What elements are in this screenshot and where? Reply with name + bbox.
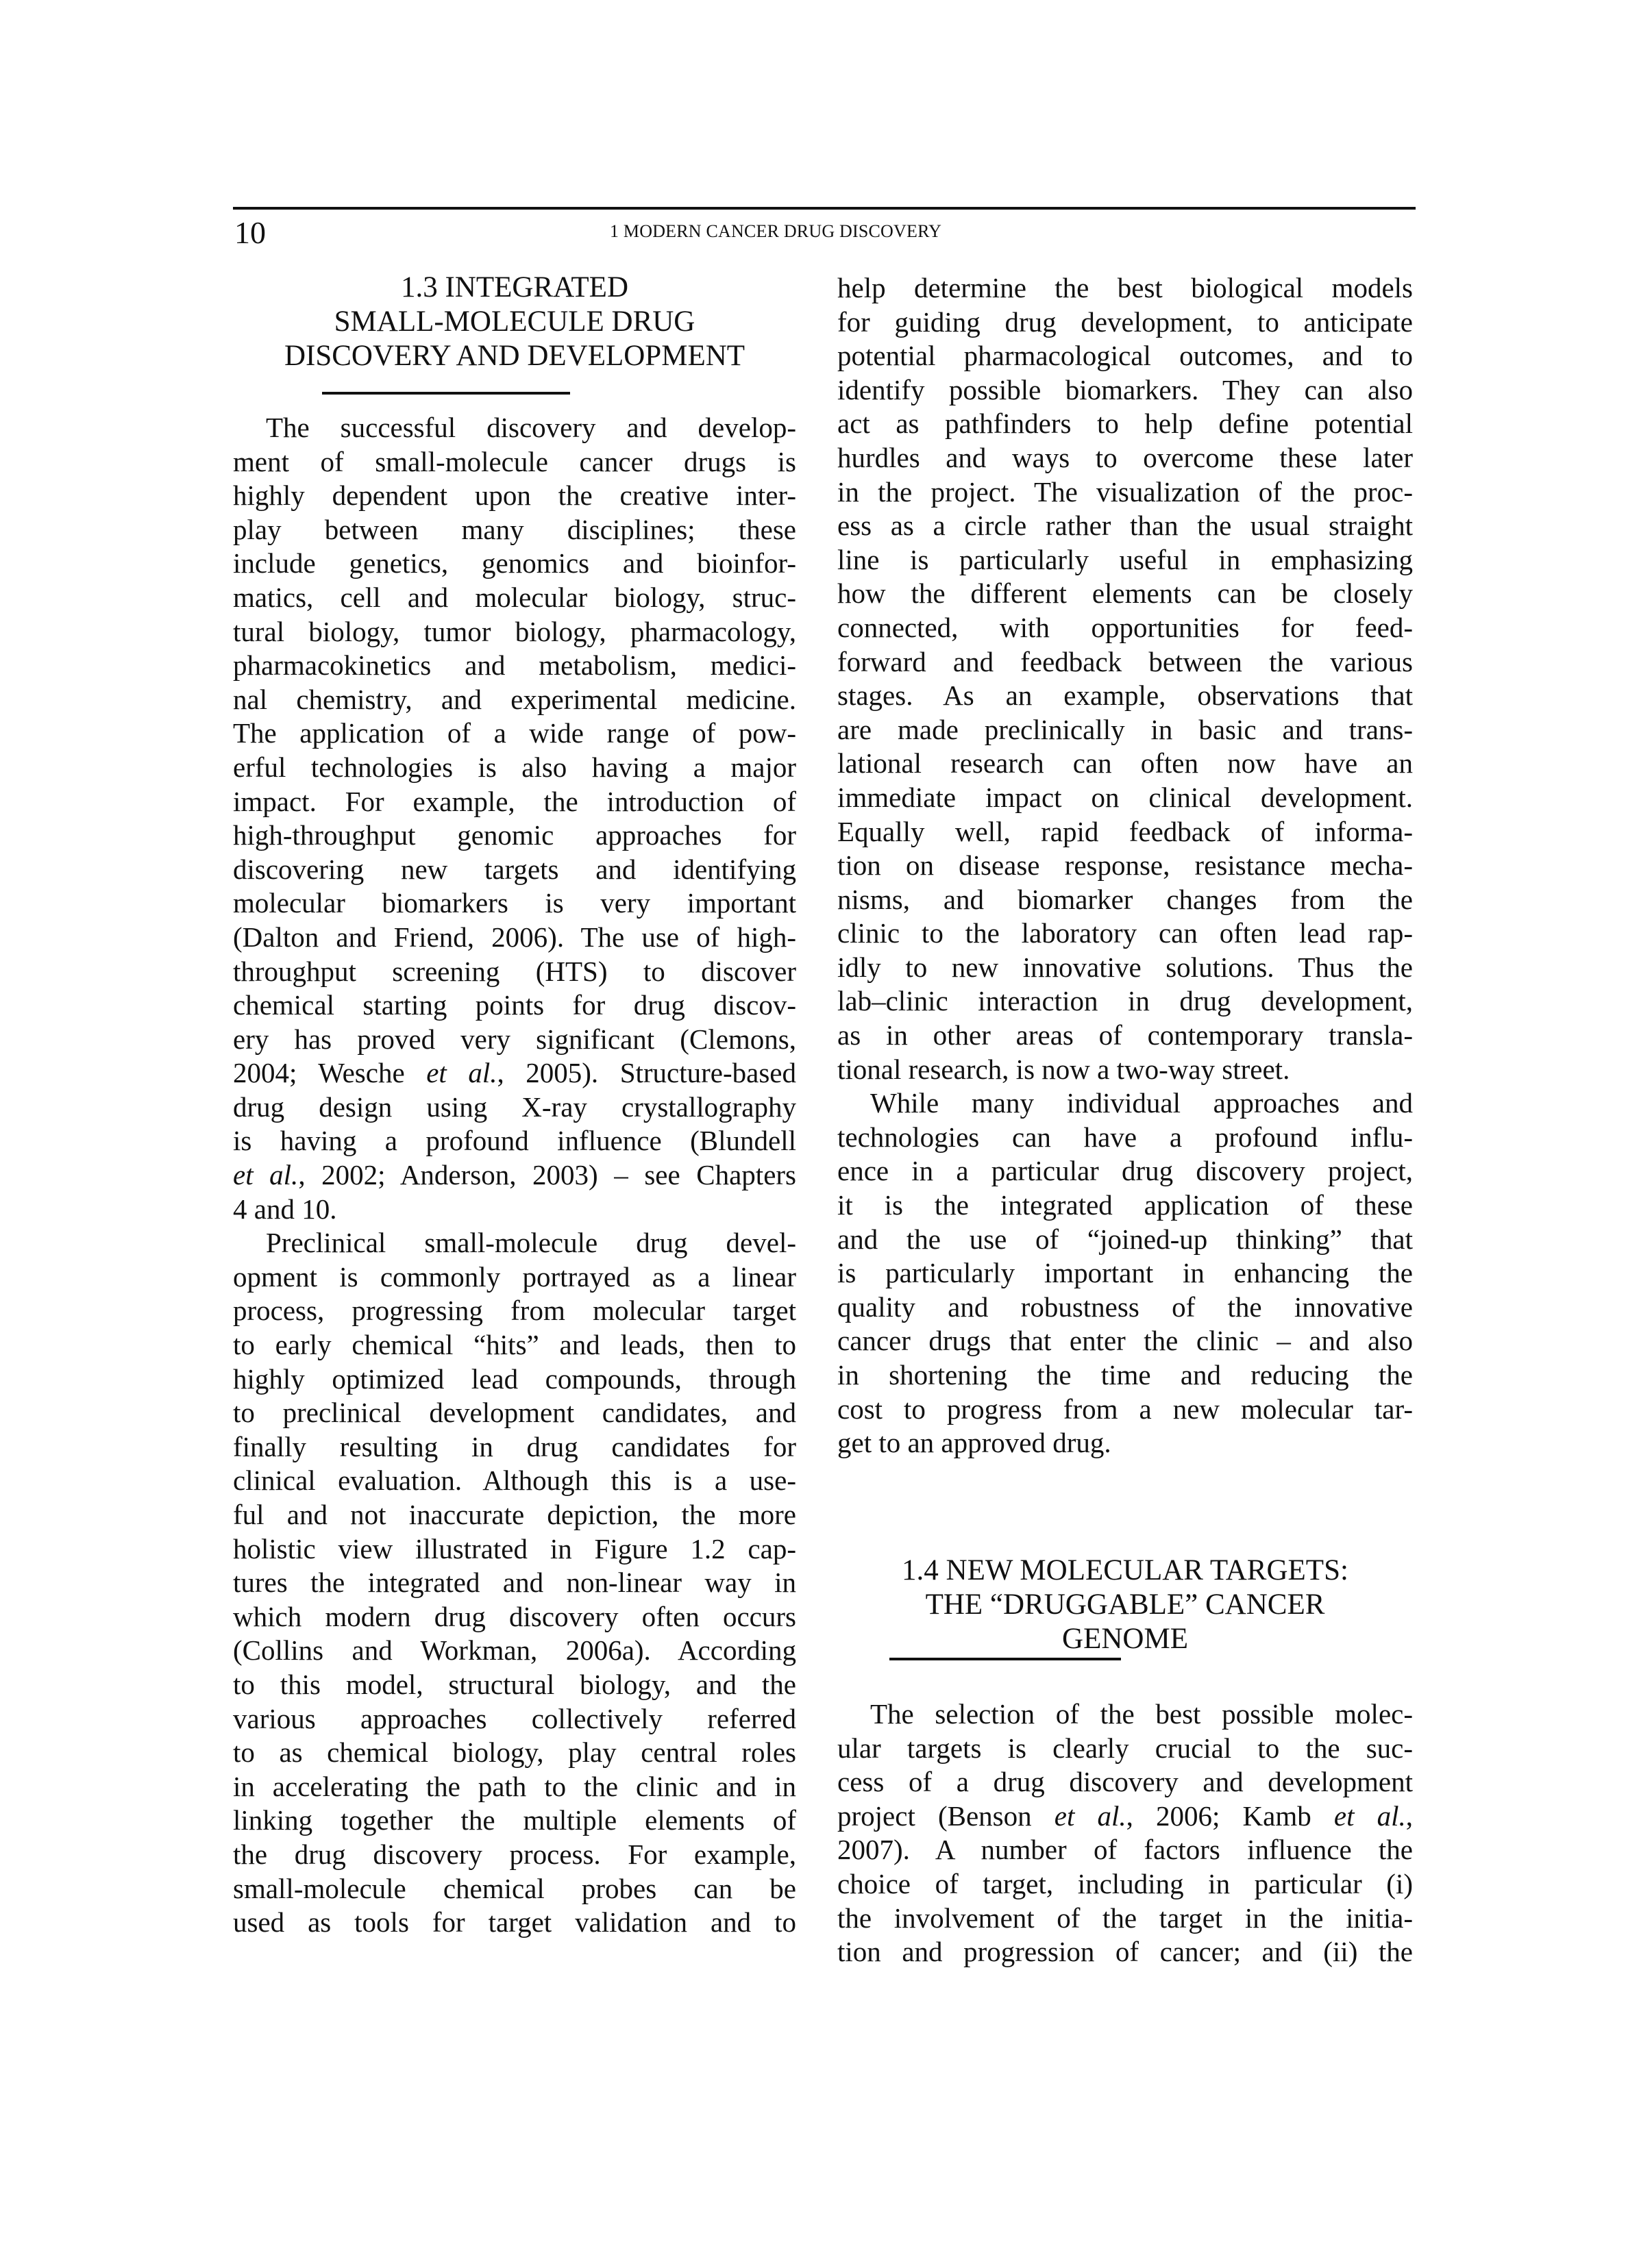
text-line: opment is commonly portrayed as a linear	[233, 1260, 796, 1293]
section-1-3-heading-rule	[322, 392, 570, 395]
text-line: technologies can have a profound influ-	[837, 1121, 1413, 1153]
text-line: holistic view illustrated in Figure 1.2 cap-	[233, 1532, 796, 1565]
text-line: discovering new targets and identifying	[233, 853, 796, 885]
text-line: (Dalton and Friend, 2006). The use of high-	[233, 921, 796, 953]
text-line: clinical evaluation. Although this is a use-	[233, 1465, 796, 1497]
text-segment: project (Benson	[837, 1799, 1055, 1832]
heading-line: 1.4 NEW MOLECULAR TARGETS:	[902, 1554, 1348, 1586]
text-line: to preclinical development candidates, and	[233, 1397, 796, 1429]
text-line: chemical starting points for drug discov-	[233, 989, 796, 1021]
citation-etal: et al.	[233, 1159, 299, 1191]
heading-line: GENOME	[1062, 1623, 1188, 1655]
text-line: it is the integrated application of these	[837, 1189, 1413, 1221]
heading-line: 1.3 INTEGRATED	[400, 271, 628, 303]
text-line: high-throughput genomic approaches for	[233, 819, 796, 851]
text-line: the involvement of the target in the initia-	[837, 1902, 1413, 1934]
header-rule	[233, 207, 1416, 210]
text-line: to early chemical “hits” and leads, then to	[233, 1329, 796, 1361]
text-line: lational research can often now have an	[837, 747, 1413, 780]
text-line: stages. As an example, observations that	[837, 680, 1413, 712]
heading-line: DISCOVERY AND DEVELOPMENT	[284, 340, 745, 372]
heading-line: THE “DRUGGABLE” CANCER	[925, 1588, 1325, 1621]
text-line: is having a profound influence (Blundell	[233, 1125, 796, 1157]
text-line: 4 and 10.	[233, 1193, 337, 1225]
text-line: pharmacokinetics and metabolism, medici-	[233, 649, 796, 682]
text-line: used as tools for target validation and to	[233, 1906, 796, 1939]
text-line: clinic to the laboratory can often lead rap-	[837, 917, 1413, 949]
text-line: ery has proved very significant (Clemons,	[233, 1023, 796, 1055]
section-1-4-heading	[837, 1554, 1413, 1656]
text-line: connected, with opportunities for feed-	[837, 611, 1413, 643]
text-line: cost to progress from a new molecular tar-	[837, 1393, 1413, 1425]
text-line: tural biology, tumor biology, pharmacology,	[233, 615, 796, 647]
text-line	[837, 1799, 1413, 1834]
text-line: and the use of “joined-up thinking” that	[837, 1223, 1413, 1255]
text-line: in the project. The visualization of the proc-	[837, 475, 1413, 508]
text-line: ful and not inaccurate depiction, the more	[233, 1499, 796, 1530]
text-line: identify possible biomarkers. They can also	[837, 373, 1413, 406]
text-line: to this model, structural biology, and the	[233, 1668, 796, 1700]
text-line: immediate impact on clinical development.	[837, 781, 1413, 813]
text-line: various approaches collectively referred	[233, 1702, 796, 1734]
text-line: highly optimized lead compounds, through	[233, 1362, 796, 1395]
text-line: highly dependent upon the creative inter-	[233, 479, 796, 512]
text-line: finally resulting in drug candidates for	[233, 1430, 796, 1462]
text-line: to as chemical biology, play central roles	[233, 1736, 796, 1769]
text-line: include genetics, genomics and bioinfor-	[233, 547, 796, 580]
text-line: as in other areas of contemporary transla-	[837, 1019, 1413, 1051]
text-segment: ,	[1405, 1799, 1413, 1832]
text-line: idly to new innovative solutions. Thus the	[837, 951, 1413, 983]
text-line: ment of small-molecule cancer drugs is	[233, 445, 796, 477]
text-line: 2007). A number of factors influence the	[837, 1834, 1413, 1866]
text-line: quality and robustness of the innovative	[837, 1291, 1413, 1323]
text-line: (Collins and Workman, 2006a). According	[233, 1634, 796, 1667]
text-line: molecular biomarkers is very important	[233, 887, 796, 919]
text-line: nisms, and biomarker changes from the	[837, 883, 1413, 915]
text-line: erful technologies is also having a major	[233, 751, 796, 783]
text-line: in shortening the time and reducing the	[837, 1359, 1413, 1391]
text-line: Equally well, rapid feedback of informa-	[837, 815, 1413, 847]
text-line: act as pathfinders to help define potential	[837, 408, 1413, 440]
text-segment: 2004; Wesche	[233, 1057, 427, 1089]
text-line: drug design using X-ray crystallography	[233, 1091, 796, 1123]
citation-etal: et al.	[1333, 1799, 1406, 1832]
text-line: The selection of the best possible molec-	[870, 1698, 1413, 1730]
text-line: process, progressing from molecular target	[233, 1295, 796, 1327]
text-line: Preclinical small-molecule drug devel-	[266, 1227, 796, 1259]
citation-etal: et al.	[1054, 1799, 1126, 1832]
text-line: for guiding drug development, to anticipate	[837, 306, 1413, 338]
citation-etal: et al.	[426, 1057, 497, 1089]
text-segment: , 2005). Structure-based	[497, 1057, 796, 1089]
text-line: ess as a circle rather than the usual straight	[837, 510, 1413, 542]
text-line: help determine the best biological models	[837, 272, 1413, 303]
text-line: in accelerating the path to the clinic and in	[233, 1770, 796, 1802]
text-line: potential pharmacological outcomes, and to	[837, 340, 1413, 372]
text-line: ular targets is clearly crucial to the suc-	[837, 1732, 1413, 1764]
text-line: lab–clinic interaction in drug development,	[837, 985, 1413, 1017]
text-line: play between many disciplines; these	[233, 513, 796, 545]
text-line: ence in a particular drug discovery project,	[837, 1155, 1413, 1187]
text-segment: , 2006; Kamb	[1126, 1799, 1334, 1832]
text-line: cancer drugs that enter the clinic – and also	[837, 1325, 1413, 1357]
text-line	[233, 1158, 796, 1193]
section-1-4-heading-rule	[889, 1658, 1121, 1660]
text-line: tion and progression of cancer; and (ii) the	[837, 1936, 1413, 1968]
text-line: get to an approved drug.	[837, 1427, 1111, 1459]
text-line: line is particularly useful in emphasizing	[837, 543, 1413, 575]
running-head: 1 MODERN CANCER DRUG DISCOVERY	[610, 221, 942, 241]
text-line: tures the integrated and non-linear way in	[233, 1567, 796, 1599]
text-line: the drug discovery process. For example,	[233, 1838, 796, 1870]
section-1-4-body	[837, 1697, 1413, 1969]
text-line: linking together the multiple elements of	[233, 1804, 796, 1836]
text-line: The application of a wide range of pow-	[233, 717, 796, 749]
text-line: which modern drug discovery often occurs	[233, 1600, 796, 1632]
text-segment: , 2002; Anderson, 2003) – see Chapters	[298, 1159, 796, 1191]
section-1-3-body-right	[837, 271, 1413, 1460]
text-line: throughput screening (HTS) to discover	[233, 955, 796, 987]
text-line: While many individual approaches and	[870, 1087, 1413, 1119]
text-line: impact. For example, the introduction of	[233, 785, 796, 817]
heading-line: SMALL-MOLECULE DRUG	[334, 306, 695, 338]
page-number: 10	[234, 215, 266, 250]
text-line: how the different elements can be closely	[837, 577, 1413, 610]
text-line: matics, cell and molecular biology, struc-	[233, 581, 796, 613]
section-1-3-body-left	[233, 411, 796, 1940]
text-line: small-molecule chemical probes can be	[233, 1872, 796, 1904]
text-line: hurdles and ways to overcome these later	[837, 441, 1413, 473]
text-line: forward and feedback between the various	[837, 645, 1413, 677]
text-line: tional research, is now a two-way street.	[837, 1053, 1290, 1085]
text-line: choice of target, including in particular (i)	[837, 1867, 1413, 1899]
text-line: tion on disease response, resistance mecha-	[837, 849, 1413, 882]
text-line	[233, 1056, 796, 1091]
text-line: cess of a drug discovery and development	[837, 1766, 1413, 1798]
text-line: The successful discovery and develop-	[266, 412, 796, 443]
text-line: are made preclinically in basic and trans-	[837, 713, 1413, 745]
text-line: nal chemistry, and experimental medicine.	[233, 683, 796, 715]
text-line: is particularly important in enhancing the	[837, 1257, 1413, 1289]
section-1-3-heading	[233, 271, 796, 373]
